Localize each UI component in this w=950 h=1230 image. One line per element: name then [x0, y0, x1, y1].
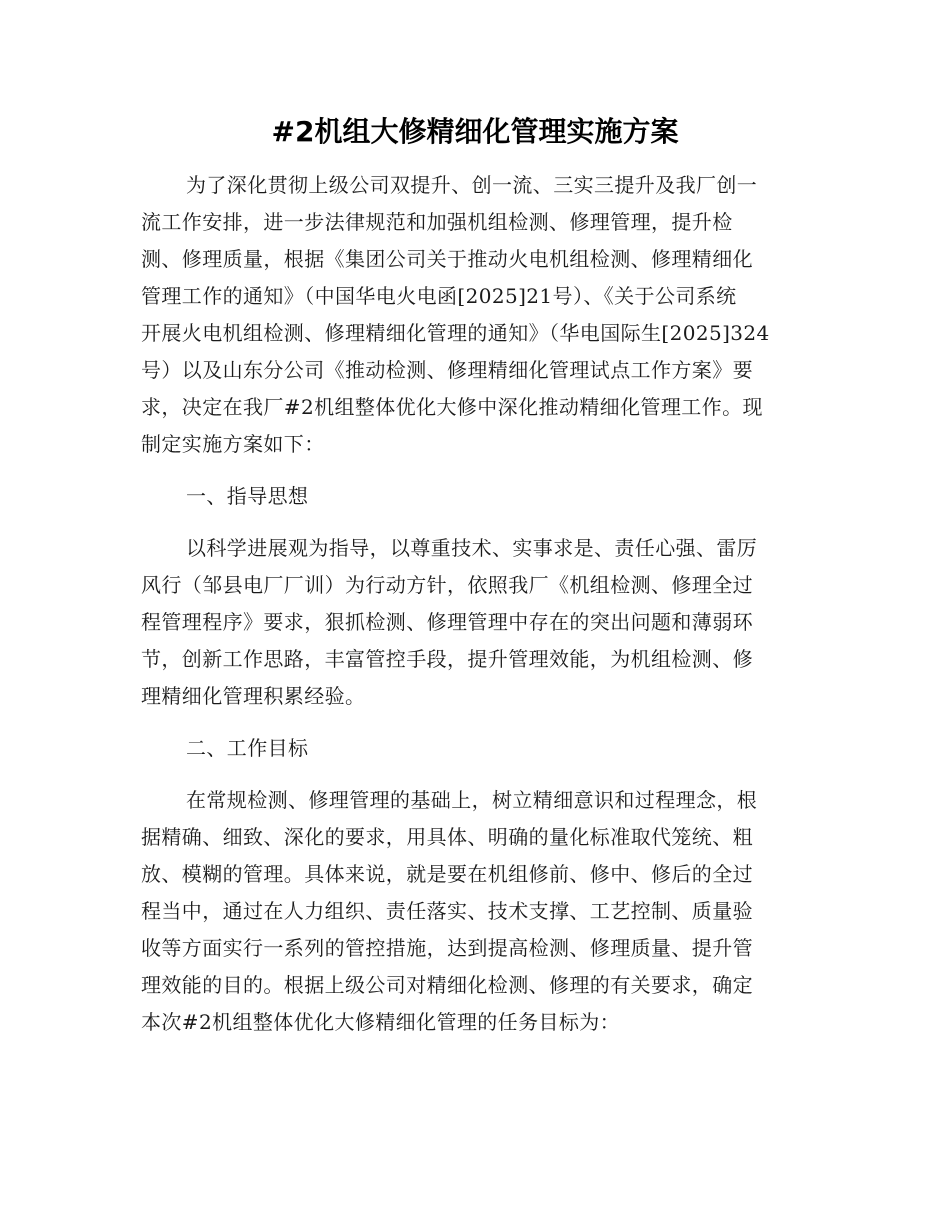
section2-line: 放、模糊的管理。具体来说，就是要在机组修前、修中、修后的全过 [141, 862, 753, 886]
intro-line: 开展火电机组检测、修理精细化管理的通知》（华电国际生[2025]324 [141, 321, 770, 345]
section1-line: 程管理程序》要求，狠抓检测、修理管理中存在的突出问题和薄弱环 [141, 610, 753, 634]
section2-line: 理效能的目的。根据上级公司对精细化检测、修理的有关要求，确定 [141, 973, 753, 997]
section1-line: 理精细化管理积累经验。 [141, 684, 366, 708]
intro-line: 测、修理质量，根据《集团公司关于推动火电机组检测、修理精细化 [141, 247, 753, 271]
section1-line: 节，创新工作思路，丰富管控手段，提升管理效能，为机组检测、修 [141, 647, 753, 671]
section-heading-guiding-thought: 一、指导思想 [186, 484, 309, 508]
section2-line: 本次#2机组整体优化大修精细化管理的任务目标为： [141, 1010, 621, 1034]
section1-line: 以科学进展观为指导，以尊重技术、实事求是、责任心强、雷厉 [186, 536, 758, 560]
intro-line: 流工作安排，进一步法律规范和加强机组检测、修理管理，提升检 [141, 210, 733, 234]
intro-line: 求，决定在我厂#2机组整体优化大修中深化推动精细化管理工作。现 [141, 395, 763, 419]
intro-line: 号）以及山东分公司《推动检测、修理精细化管理试点工作方案》要 [141, 358, 753, 382]
section2-line: 据精确、细致、深化的要求，用具体、明确的量化标准取代笼统、粗 [141, 825, 753, 849]
document-title: #2机组大修精细化管理实施方案 [271, 115, 679, 148]
intro-line: 为了深化贯彻上级公司双提升、创一流、三实三提升及我厂创一 [186, 173, 758, 197]
section-heading-work-goals: 二、工作目标 [186, 736, 309, 760]
section2-line: 收等方面实行一系列的管控措施，达到提高检测、修理质量、提升管 [141, 936, 753, 960]
section2-line: 在常规检测、修理管理的基础上，树立精细意识和过程理念，根 [186, 788, 758, 812]
section1-line: 风行（邹县电厂厂训）为行动方针，依照我厂《机组检测、修理全过 [141, 573, 753, 597]
intro-line: 制定实施方案如下： [141, 432, 325, 456]
intro-line: 管理工作的通知》（中国华电火电函[2025]21号）、《关于公司系统 [141, 284, 737, 308]
section2-line: 程当中，通过在人力组织、责任落实、技术支撑、工艺控制、质量验 [141, 899, 753, 923]
